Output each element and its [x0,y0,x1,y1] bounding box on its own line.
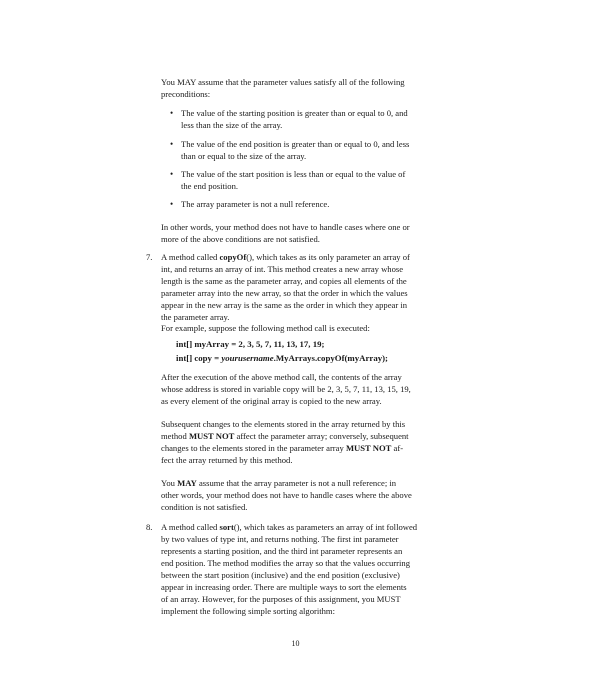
subsequent-text: method [161,431,189,441]
bullet-2-line-2: than or equal to the size of the array. [181,151,307,162]
item-8-line-3: represents a starting position, and the third int parameter represents an [161,546,403,556]
bullet-dot: • [170,169,174,179]
bullet-dot: • [170,139,174,149]
item-7-line-5: appear in the new array is the same as the order in which they appear in [161,300,408,310]
item-8-number: 8. [146,522,153,532]
item-8-text: (), which takes as parameters an array of int followed [233,522,418,532]
bullet-2 [170,138,410,162]
may-text: You [161,478,178,488]
emphasis-may: MAY [177,478,197,488]
item-7-line-3: length is the same as the parameter array, and copies all elements of the [161,276,407,286]
method-name-copyof: copyOf [219,252,247,262]
code-line-2 [176,352,388,364]
item-8-line-5: between the start position (inclusive) and the end position (exclusive) [161,570,400,580]
item-7-line-1 [161,251,410,263]
after-line-1: After the execution of the above method call, the contents of the array [161,372,402,382]
item-8-text: A method called [161,522,220,532]
item-7-line-4: parameter array into the new array, so that the order in which the values [161,288,408,298]
bullet-4-line-1: The array parameter is not a null reference. [181,199,330,209]
code-text: .MyArrays.copyOf(myArray); [273,353,388,363]
after-line-2: whose address is stored in variable copy will be 2, 3, 5, 7, 11, 13, 15, 19, [161,384,411,394]
code-username: yourusername [221,353,274,363]
subsequent-line-4: fect the array returned by this method. [161,455,293,465]
code-line-1: int[] myArray = 2, 3, 5, 7, 11, 13, 17, 19; [176,339,325,349]
subsequent-text: changes to the elements stored in the parameter array [161,443,346,453]
item-8-line-1 [161,521,417,533]
item-7-text: A method called [161,252,220,262]
subsequent-line-1: Subsequent changes to the elements stored in the array returned by this [161,419,406,429]
bullet-3-line-1: The value of the start position is less than or equal to the value of [181,169,406,179]
item-7-line-6: the parameter array. [161,312,230,322]
bullet-2-line-1: The value of the end position is greater than or equal to 0, and less [181,139,410,149]
after-line-3: as every element of the original array is copied to the new array. [161,396,382,406]
item-8-line-2: by two values of type int, and returns nothing. The first int parameter [161,534,399,544]
may-line-1 [161,477,396,489]
item-7-line-7: For example, suppose the following method call is executed: [161,323,370,333]
bullet-4 [170,198,330,210]
item-8-line-6: appear in increasing order. There are multiple ways to sort the elements [161,582,407,592]
subsequent-text: af- [391,443,404,453]
bullet-3 [170,168,406,192]
intro-line-2: preconditions: [161,89,211,99]
other-words-line-2: more of the above conditions are not satisfied. [161,234,320,244]
item-7-text: (), which takes as its only parameter an array of [246,252,410,262]
code-text: int[] copy = [176,353,222,363]
page-number: 10 [291,639,300,648]
method-name-sort: sort [219,522,234,532]
bullet-3-line-2: the end position. [181,181,239,192]
item-7-line-2: int, and returns an array of int. This method creates a new array whose [161,264,404,274]
subsequent-text: affect the parameter array; conversely, subsequent [234,431,409,441]
item-7-number: 7. [146,252,153,262]
emphasis-must-not: MUST NOT [345,443,392,453]
subsequent-line-3 [161,442,403,454]
bullet-1-line-2: less than the size of the array. [181,120,283,131]
item-8-line-7: of an array. However, for the purposes of this assignment, you MUST [161,594,401,604]
subsequent-line-2 [161,430,409,442]
other-words-line-1: In other words, your method does not have to handle cases where one or [161,222,410,232]
emphasis-must-not: MUST NOT [188,431,235,441]
intro-line-1: You MAY assume that the parameter values satisfy all of the following [161,77,405,87]
bullet-1-line-1: The value of the starting position is greater than or equal to 0, and [181,108,408,118]
item-8-line-4: end position. The method modifies the array so that the values occurring [161,558,410,568]
may-text: assume that the array parameter is not a null reference; in [196,478,397,488]
item-8-line-8: implement the following simple sorting algorithm: [161,606,336,616]
may-line-2: other words, your method does not have to handle cases where the above [161,490,412,500]
bullet-dot: • [170,108,174,118]
bullet-dot: • [170,199,174,209]
bullet-1 [170,107,408,131]
may-line-3: condition is not satisfied. [161,502,248,512]
